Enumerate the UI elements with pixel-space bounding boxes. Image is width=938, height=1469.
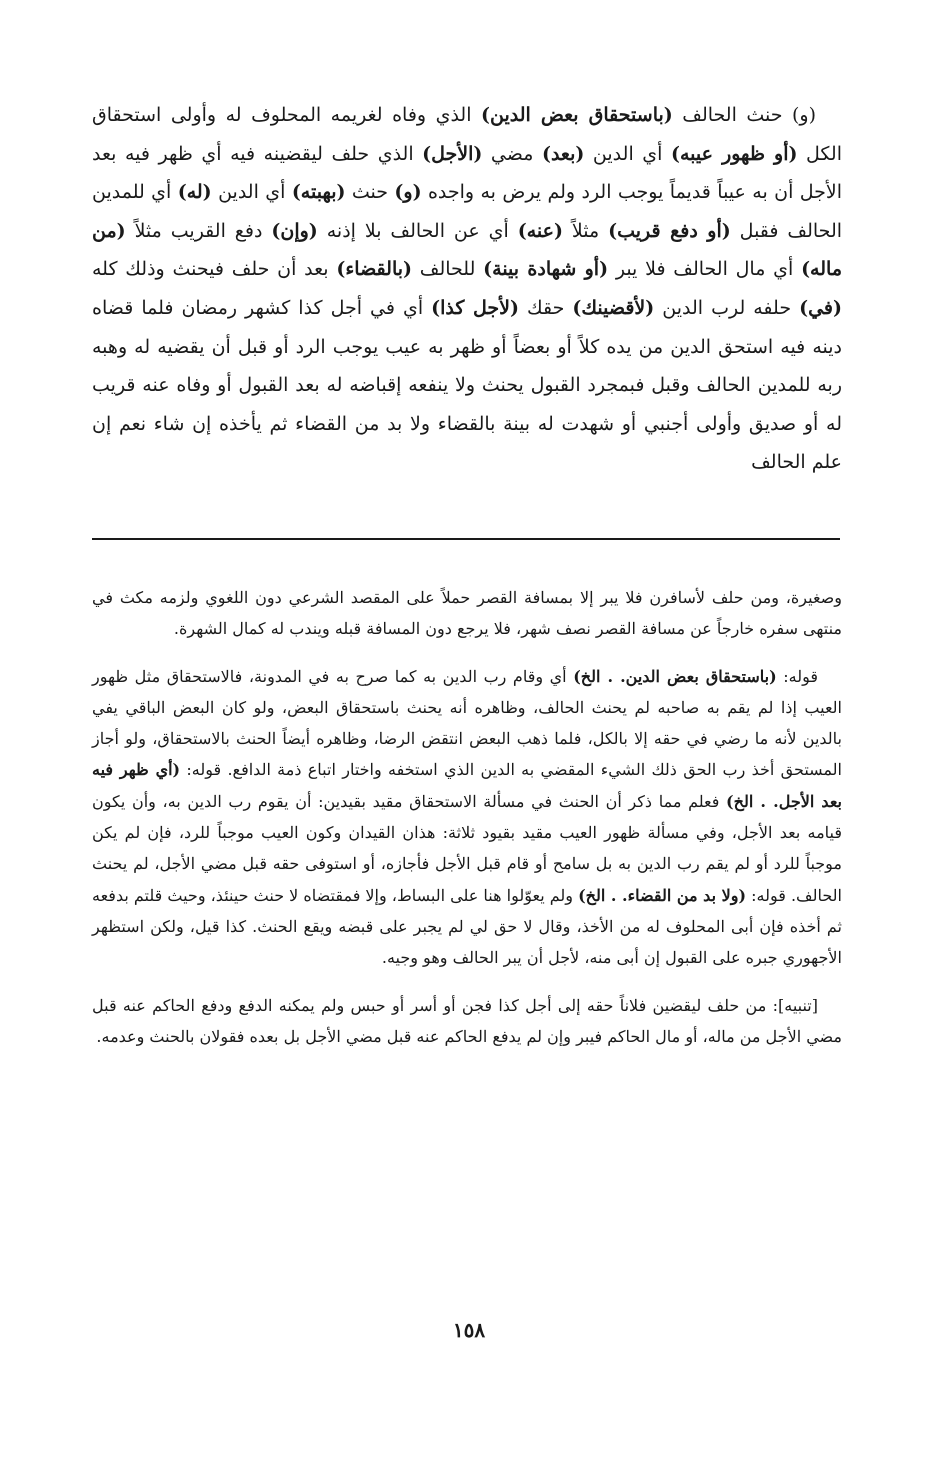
- main-segment: مضي: [482, 142, 542, 165]
- main-keyword: (عنه): [517, 219, 563, 242]
- main-keyword: (بعد): [541, 142, 585, 165]
- main-segment: الذي وفاه لغريمه المحلوف له وأولى استحقاق الكل: [92, 104, 842, 165]
- main-keyword: (الأجل): [422, 142, 483, 165]
- main-keyword: (أو شهادة بينة): [483, 258, 609, 281]
- footnote-segment: أي وقام رب الدين به كما صرح به في المدونة، فالاستحقاق مثل ظهور العيب إذا لم يقم به صاحبه لم يحنث الحالف، وظاهره أنه يحنث باستحقاق البعض، ولو كان البعض الباقي يفي بالدين لأنه ما رضي في حقه إلا بالكل، فلما ذهب البعض انتقض الرضا، وظاهره أيضاً الحنث بالاستحقاق، ولو أجاز المستحق أخذ رب الحق ذلك الشيء المقضي به الدين الذي استخفه واختار اتباع ذمة الدافع. قوله:: [92, 666, 843, 780]
- main-segment: أي الدين: [584, 142, 671, 165]
- main-keyword: (له): [177, 181, 212, 204]
- main-keyword: (بالقضاء): [336, 258, 413, 281]
- main-keyword: (باستحقاق بعض الدين): [480, 104, 673, 126]
- footnote-divider: [92, 538, 840, 540]
- footnote-segment: قوله:: [776, 666, 819, 686]
- footnote-segment: فعلم مما ذكر أن الحنث في مسألة الاستحقاق مقيد بقيدين: أن يقوم رب الدين به، وأن يكون قيامه بعد الأجل، وفي مسألة ظهور العيب مقيد بقيود ثلاثة: هذان القيدان وكون العيب موجباً للرد، فإن لم يكن موجباً للرد أو لم يقم رب الدين به بل سامح أو قام قبل الأجل فأجازه، أو استوفى حقه قبل مضي الأجل، لم يحنث الحالف. قوله:: [92, 791, 842, 905]
- main-segment: حنث: [345, 181, 395, 204]
- footnote-keyword: (ولا بد من القضاء. . الخ): [578, 885, 747, 905]
- main-keyword: (لأقضينك): [572, 296, 655, 319]
- footnote-paragraph-commentary: [92, 661, 842, 974]
- main-segment: دفع القريب مثلاً: [125, 219, 272, 242]
- main-keyword: (لأجل كذا): [431, 296, 519, 319]
- main-keyword: (أو ظهور عيبه): [670, 142, 798, 165]
- main-segment: أي عن الحالف بلا إذنه: [317, 219, 518, 242]
- main-segment: أي للمدين الحالف فقبل: [92, 181, 843, 242]
- main-segment: (و) حنث الحالف: [672, 104, 816, 126]
- main-keyword: (في): [799, 296, 842, 319]
- main-segment: الذي حلف ليقضينه فيه أي ظهر فيه بعد الأجل أن به عيباً قديماً يوجب الرد ولم يرض به واجده: [92, 142, 842, 204]
- footnotes-section: [92, 582, 842, 1052]
- footnote-paragraph-notice: [تنبيه]: من حلف ليقضين فلاناً حقه إلى أجل كذا فجن أو أسر أو حبس ولم يمكنه الدفع ودفع الحاكم عنه قبل مضي الأجل من ماله، أو مال الحاكم فيبر وإن لم يدفع الحاكم عنه قبل مضي الأجل بل بعده فقولان بالحنث وعدمه.: [92, 995, 842, 1046]
- main-paragraph: [92, 96, 842, 482]
- main-keyword: (وإن): [271, 219, 318, 242]
- main-segment: للحالف: [412, 258, 484, 281]
- footnote-paragraph-continued: وصغيرة، ومن حلف لأسافرن فلا يبر إلا بمسافة القصر حملاً على المقصد الشرعي دون اللغوي ولزمه مكث في منتهى سفره خارجاً عن مسافة القصر نصف شهر، فلا يرجع دون المسافة قبله ويندب له كمال الشهرة.: [92, 588, 842, 639]
- main-segment: أي في أجل كذا كشهر رمضان فلما قضاه دينه فيه استحق الدين من يده كلاً أو بعضاً أو ظهر به عيب يوجب الرد أو قبل أن يقضيه له وهبه ربه للمدين الحالف وقبل فبمجرد القبول يحنث ولا ينفعه إقباضه له بعد القبول أو وفاه عنه قريب له أو صديق وأولى أجنبي أو شهدت له بينة بالقضاء ولا بد من القضاء ثم يأخذه إن شاء نعم إن علم الحالف: [92, 296, 842, 474]
- main-segment: حلفه لرب الدين: [654, 296, 800, 319]
- main-segment: أي الدين: [211, 181, 292, 204]
- main-keyword: (من ماله): [92, 219, 842, 281]
- footnote-keyword: (أي ظهر فيه بعد الأجل. . الخ): [92, 760, 842, 811]
- footnote-segment: ولم يعوّلوا هنا على البساط، وإلا فمقتضاه لا حنث حينئذ، وحيث قلتم بدفعه ثم أخذه فإن أبى المحلوف له من الأخذ، وقال لا حق لي لم يجبر على قبضه ويقع الحنث. كذا قيل، ولكن استظهر الأجهوري جبره على القبول إن أبى منه، لأجل أن يبر الحالف وهو وجيه.: [92, 885, 842, 968]
- main-segment: أي مال الحالف فلا يبر: [608, 258, 802, 281]
- main-segment: مثلاً: [563, 219, 609, 242]
- main-segment: حقك: [518, 296, 573, 319]
- main-keyword: (أو دفع قريب): [608, 219, 731, 242]
- main-segment: بعد أن حلف فيحنث وذلك كله: [92, 258, 337, 281]
- page-number: ١٥٨: [452, 1318, 486, 1342]
- footnote-keyword: (باستحقاق بعض الدين. . الخ): [573, 666, 777, 686]
- main-keyword: (و): [394, 181, 422, 204]
- main-keyword: (بهبته): [291, 181, 346, 204]
- main-text-body: [92, 96, 842, 482]
